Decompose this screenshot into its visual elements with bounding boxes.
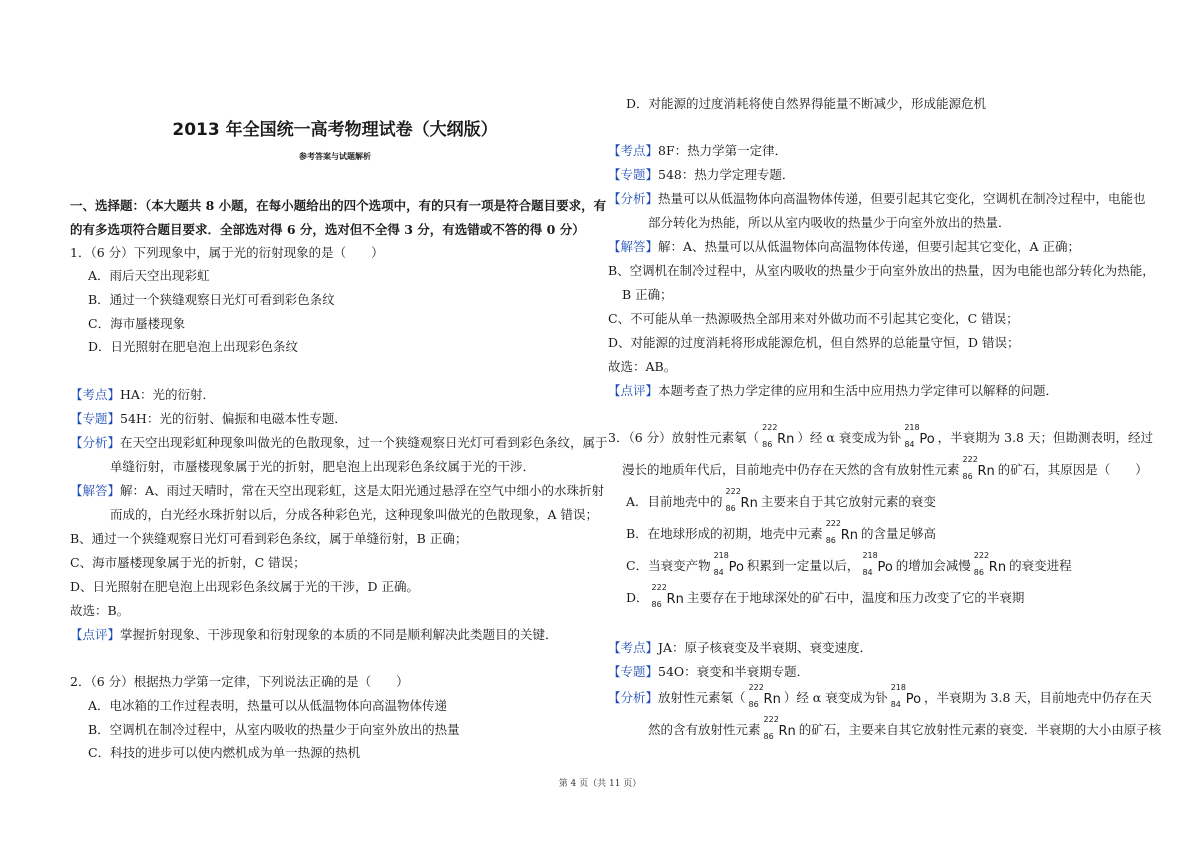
zhuanti-label: 【专题】 [608,664,659,679]
dianping-label: 【点评】 [70,627,121,642]
q3-option-text: 主要存在于地球深处的矿石中，温度和压力改变了它的半衰期 [686,590,1025,605]
q3-stem-text: ，半衰期为 3.8 天；但勘测表明，经过 [937,430,1153,445]
atomic-number: 86 [973,567,984,577]
mass-number: 218 [862,550,878,560]
atomic-number: 86 [825,535,836,545]
q3-fenxi-text: ，半衰期为 3.8 天，目前地壳中仍存在天 [924,690,1152,705]
q2-option-a: A．电冰箱的工作过程表明，热量可以从低温物体向高温物体传递 [88,698,448,713]
q3-option-text: 的增加会减慢 [895,558,971,573]
atomic-number: 84 [713,567,724,577]
element-symbol: Rn [777,431,795,447]
q2-dianping-text: 本题考查了热力学定律的应用和生活中应用热力学定律可以解释的问题． [658,383,1059,398]
q3-stem-text: ）经 α 衰变成为钋 [797,430,902,445]
nuclide-po [904,422,935,451]
section-heading-line-2: 的有多选项符合题目要求．全部选对得 6 分，选对但不全得 3 分，有选错或不答的得 0 分） [70,222,585,237]
q2-jieda [608,235,1080,258]
q3-option-c [626,550,1072,579]
element-symbol: Po [919,431,935,447]
q3-stem-text: 3．（6 分）放射性元素氡（ [608,430,760,445]
q3-option-text: 主要来自于其它放射元素的衰变 [760,494,936,509]
q1-option-b: B．通过一个狭缝观察日光灯可看到彩色条纹 [88,292,335,307]
atomic-number: 86 [763,731,774,741]
kaodian-label: 【考点】 [608,143,659,158]
nuclide-rn [748,682,781,711]
kaodian-label: 【考点】 [608,640,659,655]
q3-stem-line-1 [608,422,1153,451]
nuclide-po [713,550,744,579]
q1-jieda-text-2: 而成的，白光经水珠折射以后，分成各种彩色光，这种现象叫做光的色散现象，A 错误； [110,507,599,522]
nuclide-rn [962,454,995,483]
q2-dianping [608,379,1058,402]
mass-number: 218 [904,422,920,432]
q2-jieda-text: 解：A、热量可以从低温物体向高温物体传递，但要引起其它变化，A 正确； [658,239,1081,254]
q3-option-text: 的衰变进程 [1009,558,1072,573]
kaodian-label: 【考点】 [70,387,121,402]
q1-fenxi-text-2: 单缝衍射，市蜃楼现象属于光的折射，肥皂泡上出现彩色条纹属于光的干涉． [110,459,536,474]
q2-kaodian [608,139,787,162]
q1-fenxi-text-1: 在天空出现彩虹种现象叫做光的色散现象，过一个狭缝观察日光灯可看到彩色条纹，属于 [120,435,608,450]
q2-line-d: D、对能源的过度消耗将形成能源危机，但自然界的总能量守恒，D 错误； [608,335,1020,350]
mass-number: 222 [725,486,741,496]
q3-option-a [626,486,936,515]
q3-fenxi-text: 然的含有放射性元素 [648,722,761,737]
atomic-number: 86 [748,699,759,709]
q1-line-b: B、通过一个狭缝观察日光灯可看到彩色条纹，属于单缝衍射，B 正确； [70,531,468,546]
nuclide-rn [973,550,1007,579]
q1-dianping-text: 掌握折射现象、干涉现象和衍射现象的本质的不同是顺利解决此类题目的关键． [120,627,558,642]
atomic-number: 86 [962,471,973,481]
q3-fenxi [608,682,1152,711]
nuclide-po [862,550,893,579]
q3-fenxi-text: 的矿石，主要来自其它放射性元素的衰变．半衰期的大小由原子核 [798,722,1162,737]
q3-option-text: B．在地球形成的初期，地壳中元素 [626,526,823,541]
nuclide-rn [763,714,796,743]
q2-option-c: C．科技的进步可以使内燃机成为单一热源的热机 [88,745,361,760]
q3-option-d [626,582,1025,611]
nuclide-po [890,682,922,711]
q1-option-c: C．海市蜃楼现象 [88,316,186,331]
q3-fenxi-text: ）经 α 衰变成为钋 [783,690,888,705]
element-symbol: Rn [666,591,684,607]
q2-line-b: B、空调机在制冷过程中，从室内吸收的热量少于向室外放出的热量，因为电能也部分转化为热能， [608,263,1155,278]
page-title: 2013 年全国统一高考物理试卷（大纲版） [172,120,498,140]
q2-zhuanti [608,163,794,186]
element-symbol: Po [905,691,922,707]
q3-fenxi-text: 放射性元素氡（ [658,690,746,705]
element-symbol: Rn [840,527,858,543]
page-subtitle: 参考答案与试题解析 [299,151,371,161]
q1-line-c: C、海市蜃楼现象属于光的折射，C 错误； [70,555,306,570]
mass-number: 222 [962,454,978,464]
q2-option-d: D．对能源的过度消耗将使自然界得能量不断减少，形成能源危机 [626,96,987,111]
q1-zhuanti [70,407,347,430]
nuclide-rn [651,582,684,611]
element-symbol: Rn [988,559,1007,575]
section-heading-line-1: 一、选择题：（本大题共 8 小题，在每小题给出的四个选项中，有的只有一项是符合题目要求，有 [70,198,607,213]
q3-option-text: C．当衰变产物 [626,558,711,573]
q2-fenxi-text-2: 部分转化为热能，所以从室内吸收的热量少于向室外放出的热量． [648,215,1011,230]
q3-kaodian [608,636,872,659]
element-symbol: Po [877,559,893,575]
q2-option-b: B．空调机在制冷过程中，从室内吸收的热量少于向室外放出的热量 [88,722,460,737]
jieda-label: 【解答】 [70,483,121,498]
element-symbol: Rn [740,495,758,511]
q1-jieda-text-1: 解：A、雨过天晴时，常在天空出现彩虹，这是太阳光通过悬浮在空气中细小的水珠折射 [120,483,605,498]
nuclide-rn [725,486,758,515]
nuclide-rn [762,422,795,451]
element-symbol: Po [728,559,744,575]
q1-line-d: D、日光照射在肥皂泡上出现彩色条纹属于光的干涉，D 正确。 [70,579,420,594]
q1-dianping [70,623,558,646]
atomic-number: 86 [651,599,662,609]
page-footer: 第 4 页（共 11 页） [558,779,642,789]
q3-option-b [626,518,936,547]
q3-option-text: 积累到一定量以后， [746,558,860,573]
q3-stem-text: 的矿石，其原因是（ ） [997,462,1148,477]
q3-option-text: A．目前地壳中的 [626,494,723,509]
mass-number: 218 [890,682,906,692]
q3-fenxi-line-2 [648,714,1162,743]
mass-number: 222 [651,582,667,592]
atomic-number: 84 [890,699,901,709]
zhuanti-label: 【专题】 [608,167,659,182]
q3-option-text: D． [626,590,649,605]
q2-line-b-cont: B 正确； [622,287,673,302]
q2-stem: 2．（6 分）根据热力学第一定律，下列说法正确的是（ ） [70,674,409,689]
fenxi-label: 【分析】 [608,690,659,705]
atomic-number: 86 [725,503,736,513]
mass-number: 222 [762,422,778,432]
q2-answer: 故选：AB。 [608,359,677,374]
nuclide-rn [825,518,858,547]
q1-stem: 1．（6 分）下列现象中，属于光的衍射现象的是（ ） [70,245,384,260]
q1-fenxi [70,431,608,454]
q3-stem-text: 漫长的地质年代后，目前地壳中仍存在天然的含有放射性元素 [622,462,960,477]
mass-number: 222 [763,714,779,724]
q1-kaodian [70,383,215,406]
mass-number: 222 [825,518,841,528]
q2-kaodian-text: 8F：热力学第一定律． [658,143,788,158]
q1-option-a: A．雨后天空出现彩虹 [88,268,210,283]
q2-fenxi [608,187,1146,210]
element-symbol: Rn [763,691,781,707]
atomic-number: 84 [862,567,873,577]
dianping-label: 【点评】 [608,383,659,398]
q2-line-c: C、不可能从单一热源吸热全部用来对外做功而不引起其它变化，C 错误； [608,311,1019,326]
element-symbol: Rn [977,463,995,479]
q1-option-d: D．日光照射在肥皂泡上出现彩色条纹 [88,339,299,354]
mass-number: 222 [973,550,990,560]
atomic-number: 84 [904,439,915,449]
q3-option-text: 的含量足够高 [860,526,936,541]
element-symbol: Rn [778,723,796,739]
q3-zhuanti-text: 54O：衰变和半衰期专题． [658,664,810,679]
mass-number: 218 [713,550,729,560]
q3-kaodian-text: JA：原子核衰变及半衰期、衰变速度． [658,640,873,655]
q3-stem-line-2 [622,454,1148,483]
q2-zhuanti-text: 548：热力学定理专题． [658,167,795,182]
jieda-label: 【解答】 [608,239,659,254]
fenxi-label: 【分析】 [70,435,121,450]
atomic-number: 86 [762,439,773,449]
q1-zhuanti-text: 54H：光的衍射、偏振和电磁本性专题． [120,411,347,426]
mass-number: 222 [748,682,764,692]
zhuanti-label: 【专题】 [70,411,121,426]
q1-jieda [70,479,604,502]
q1-kaodian-text: HA：光的衍射． [120,387,215,402]
q2-fenxi-text-1: 热量可以从低温物体向高温物体传递，但要引起其它变化，空调机在制冷过程中，电能也 [658,191,1146,206]
q3-zhuanti [608,660,809,683]
q1-answer: 故选：B。 [70,603,130,618]
fenxi-label: 【分析】 [608,191,659,206]
